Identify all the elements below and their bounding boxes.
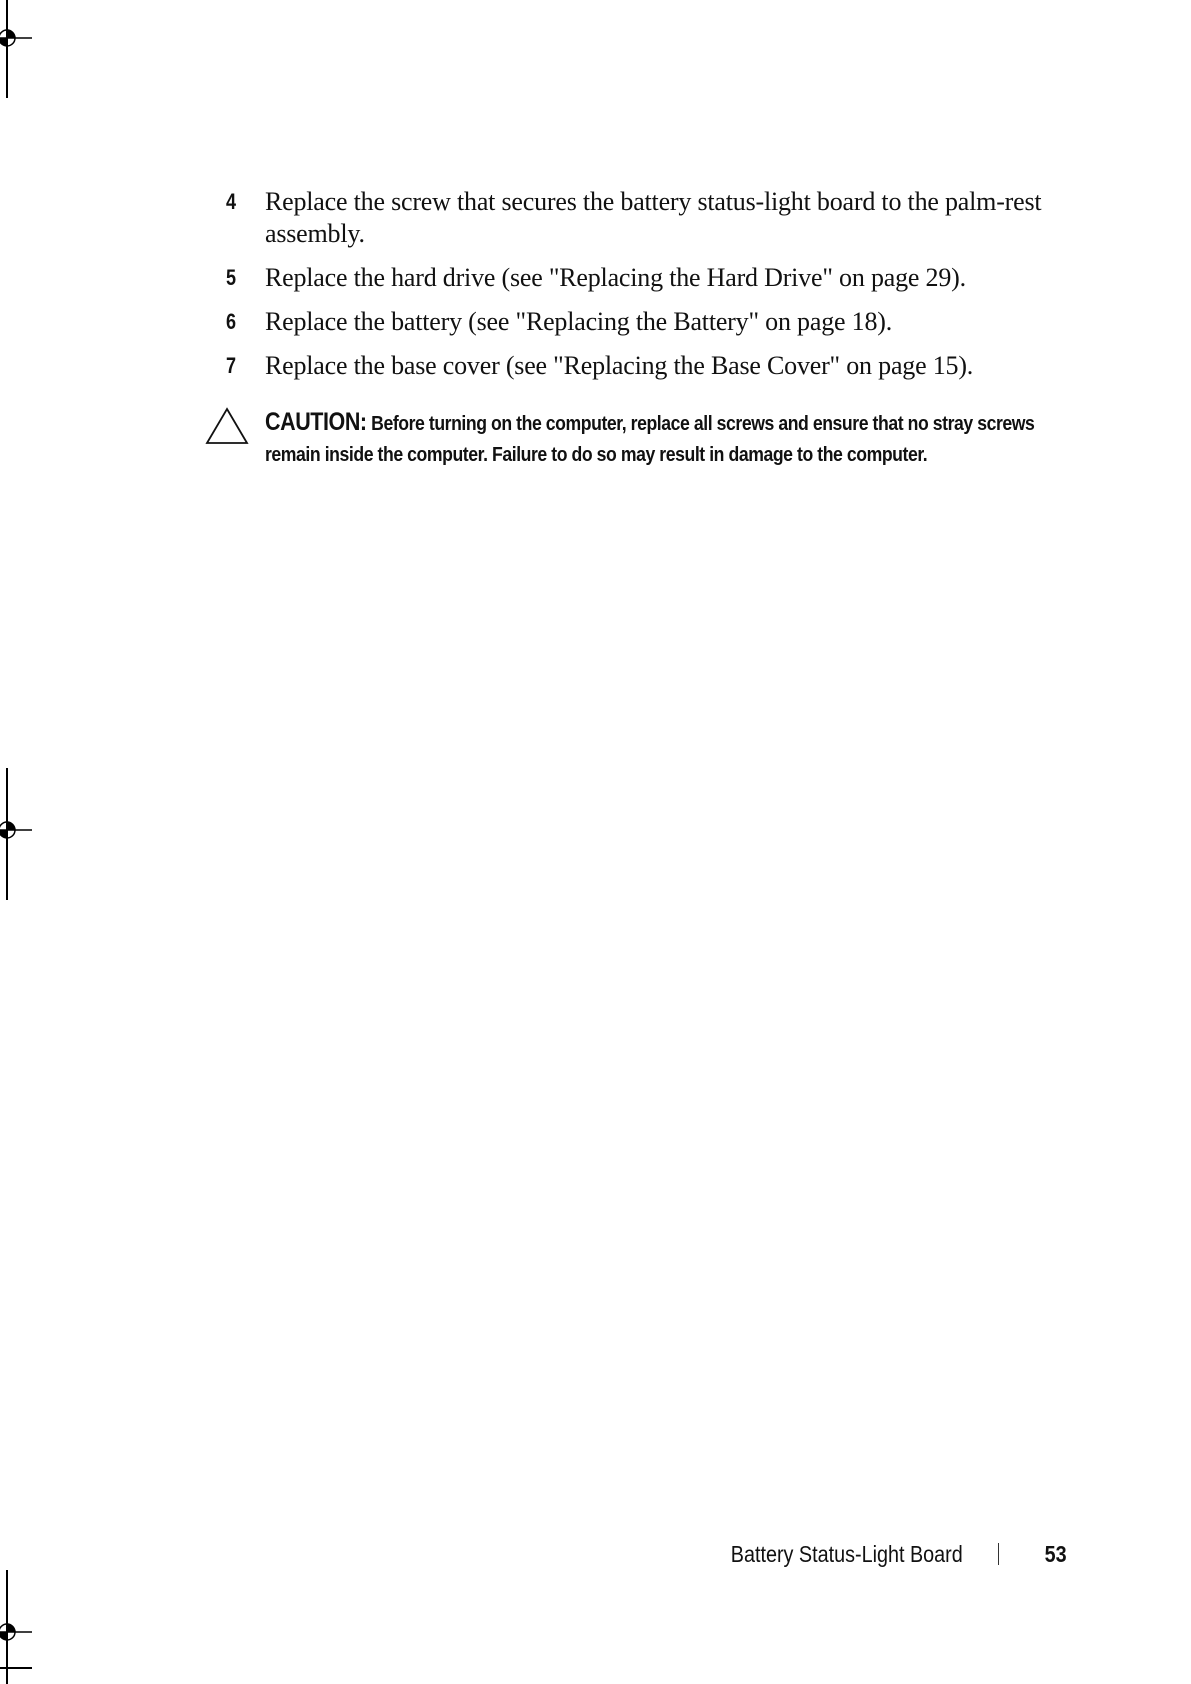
procedure-step (226, 186, 1066, 250)
step-text: Replace the battery (see "Replacing the Battery" on page 18). (265, 307, 892, 336)
step-number: 5 (226, 265, 236, 290)
caution-label: CAUTION: (265, 408, 367, 436)
crop-line-top (6, 0, 8, 98)
procedure-steps-list (226, 186, 1066, 394)
step-number: 4 (226, 189, 236, 214)
step-text: Replace the hard drive (see "Replacing the Hard Drive" on page 29). (265, 263, 966, 292)
footer-separator (998, 1543, 999, 1565)
step-text: Replace the base cover (see "Replacing the Base Cover" on page 15). (265, 351, 974, 380)
page-footer (693, 1540, 1067, 1568)
page-number: 53 (1044, 1541, 1067, 1567)
caution-text-block (265, 407, 1065, 470)
step-text: Replace the screw that secures the battery status-light board to the palm-rest assembly. (265, 187, 1042, 248)
step-number: 6 (226, 309, 236, 334)
registration-mark-middle-icon (0, 810, 32, 850)
procedure-step (226, 350, 1066, 382)
caution-triangle-icon (205, 407, 249, 445)
registration-mark-bottom-icon (0, 1612, 32, 1652)
step-number: 7 (226, 353, 236, 378)
crop-line-bottom-horizontal (0, 1667, 32, 1669)
procedure-step (226, 262, 1066, 294)
caution-notice (205, 407, 1067, 470)
registration-mark-top-icon (0, 18, 32, 58)
crop-line-middle (6, 768, 8, 900)
footer-section-title: Battery Status-Light Board (730, 1541, 963, 1567)
caution-text: Before turning on the computer, replace all screws and ensure that no stray screws remain inside the computer. Failure to do so may result in damage to the computer. (265, 412, 1035, 466)
procedure-step (226, 306, 1066, 338)
